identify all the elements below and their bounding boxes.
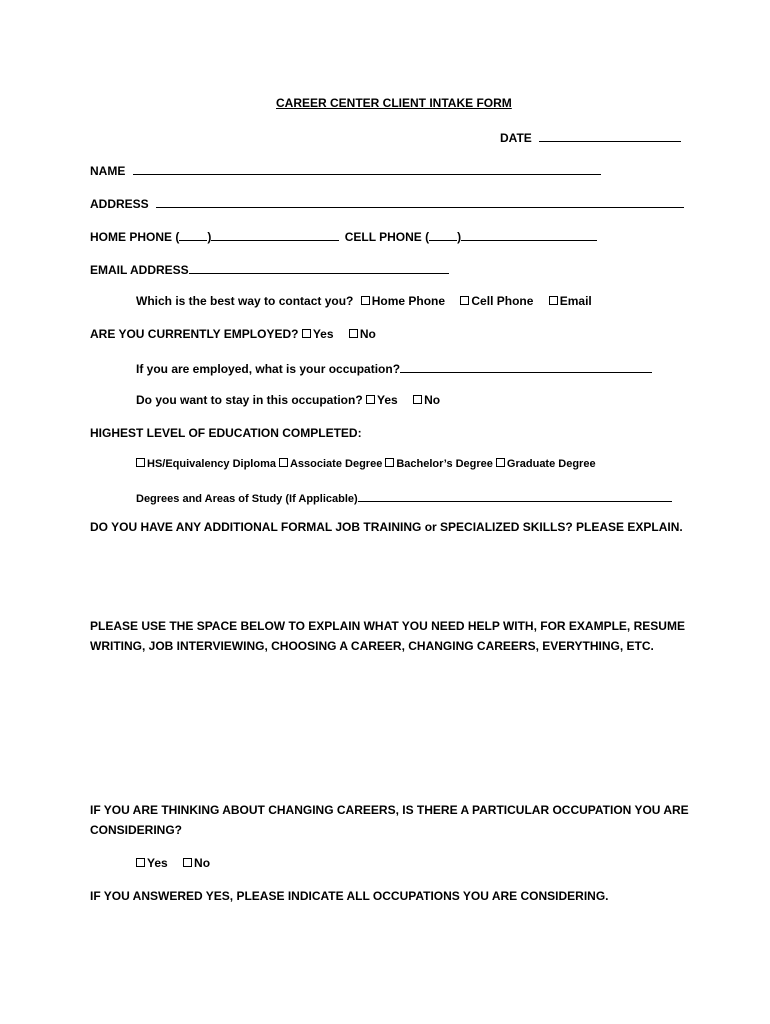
cell-phone-close-paren: ) <box>457 230 462 244</box>
help-answer-area[interactable] <box>90 660 680 795</box>
checkbox-icon[interactable] <box>136 858 145 867</box>
contact-option-email[interactable]: Email <box>549 294 592 308</box>
contact-preference-row <box>136 294 604 308</box>
training-answer-area[interactable] <box>90 540 680 612</box>
checkbox-icon[interactable] <box>349 329 358 338</box>
checkbox-icon[interactable] <box>496 458 505 467</box>
changing-careers-options-row <box>136 856 222 870</box>
help-question-line2: WRITING, JOB INTERVIEWING, CHOOSING A CAREER, CHANGING CAREERS, EVERYTHING, ETC. <box>90 639 654 653</box>
checkbox-icon[interactable] <box>136 458 145 467</box>
occupation-field[interactable] <box>400 360 652 373</box>
checkbox-icon[interactable] <box>279 458 288 467</box>
degrees-field[interactable] <box>358 489 672 502</box>
checkbox-icon[interactable] <box>460 296 469 305</box>
phone-row <box>90 228 597 244</box>
checkbox-icon[interactable] <box>413 395 422 404</box>
degrees-row <box>136 489 672 505</box>
stay-option-yes[interactable]: Yes <box>366 393 398 407</box>
address-row <box>90 195 684 211</box>
home-phone-close-paren: ) <box>207 230 212 244</box>
changing-careers-line2: CONSIDERING? <box>90 823 183 837</box>
checkbox-icon[interactable] <box>385 458 394 467</box>
date-field[interactable] <box>539 129 681 142</box>
checkbox-icon[interactable] <box>183 858 192 867</box>
checkbox-icon[interactable] <box>361 296 370 305</box>
degrees-label: Degrees and Areas of Study (If Applicable) <box>136 493 358 505</box>
checkbox-icon[interactable] <box>549 296 558 305</box>
occupation-row <box>136 360 652 376</box>
checkbox-icon[interactable] <box>302 329 311 338</box>
name-field[interactable] <box>133 162 601 175</box>
home-phone-area-code-field[interactable] <box>179 228 207 241</box>
contact-option-home-phone[interactable]: Home Phone <box>361 294 445 308</box>
education-option-associate[interactable]: Associate Degree <box>279 458 382 470</box>
education-options-row <box>136 458 599 470</box>
help-question-line1: PLEASE USE THE SPACE BELOW TO EXPLAIN WHAT YOU NEED HELP WITH, FOR EXAMPLE, RESUME <box>90 619 685 633</box>
home-phone-number-field[interactable] <box>211 228 339 241</box>
changing-careers-line1: IF YOU ARE THINKING ABOUT CHANGING CAREERS, IS THERE A PARTICULAR OCCUPATION YOU ARE <box>90 803 689 817</box>
employed-question: ARE YOU CURRENTLY EMPLOYED? <box>90 327 299 341</box>
contact-question: Which is the best way to contact you? <box>136 294 354 308</box>
address-label: ADDRESS <box>90 197 149 211</box>
cell-phone-number-field[interactable] <box>461 228 597 241</box>
email-field[interactable] <box>189 261 449 274</box>
checkbox-icon[interactable] <box>366 395 375 404</box>
changing-careers-option-no[interactable]: No <box>183 856 210 870</box>
cell-phone-label: CELL PHONE ( <box>344 230 430 244</box>
contact-option-cell-phone[interactable]: Cell Phone <box>460 294 533 308</box>
name-label: NAME <box>90 164 126 178</box>
name-row <box>90 162 601 178</box>
considering-answer-area[interactable] <box>90 910 680 1010</box>
cell-phone-area-code-field[interactable] <box>429 228 457 241</box>
changing-careers-option-yes[interactable]: Yes <box>136 856 168 870</box>
home-phone-label: HOME PHONE ( <box>90 230 180 244</box>
education-option-bachelor[interactable]: Bachelor’s Degree <box>385 458 493 470</box>
education-heading: HIGHEST LEVEL OF EDUCATION COMPLETED: <box>90 426 362 440</box>
date-row <box>500 129 681 145</box>
stay-question: Do you want to stay in this occupation? <box>136 393 363 407</box>
employed-option-no[interactable]: No <box>349 327 376 341</box>
occupation-question: If you are employed, what is your occupation? <box>136 362 401 376</box>
email-label: EMAIL ADDRESS <box>90 263 189 277</box>
address-field[interactable] <box>156 195 684 208</box>
form-title: CAREER CENTER CLIENT INTAKE FORM <box>276 96 512 110</box>
training-question: DO YOU HAVE ANY ADDITIONAL FORMAL JOB TRAINING or SPECIALIZED SKILLS? PLEASE EXPLAIN. <box>90 520 683 534</box>
considering-question: IF YOU ANSWERED YES, PLEASE INDICATE ALL OCCUPATIONS YOU ARE CONSIDERING. <box>90 889 609 903</box>
education-option-hs[interactable]: HS/Equivalency Diploma <box>136 458 276 470</box>
date-label: DATE <box>500 131 532 145</box>
email-row <box>90 261 449 277</box>
stay-option-no[interactable]: No <box>413 393 440 407</box>
employed-option-yes[interactable]: Yes <box>302 327 334 341</box>
employed-row <box>90 327 388 341</box>
education-option-graduate[interactable]: Graduate Degree <box>496 458 596 470</box>
stay-occupation-row <box>136 393 452 407</box>
